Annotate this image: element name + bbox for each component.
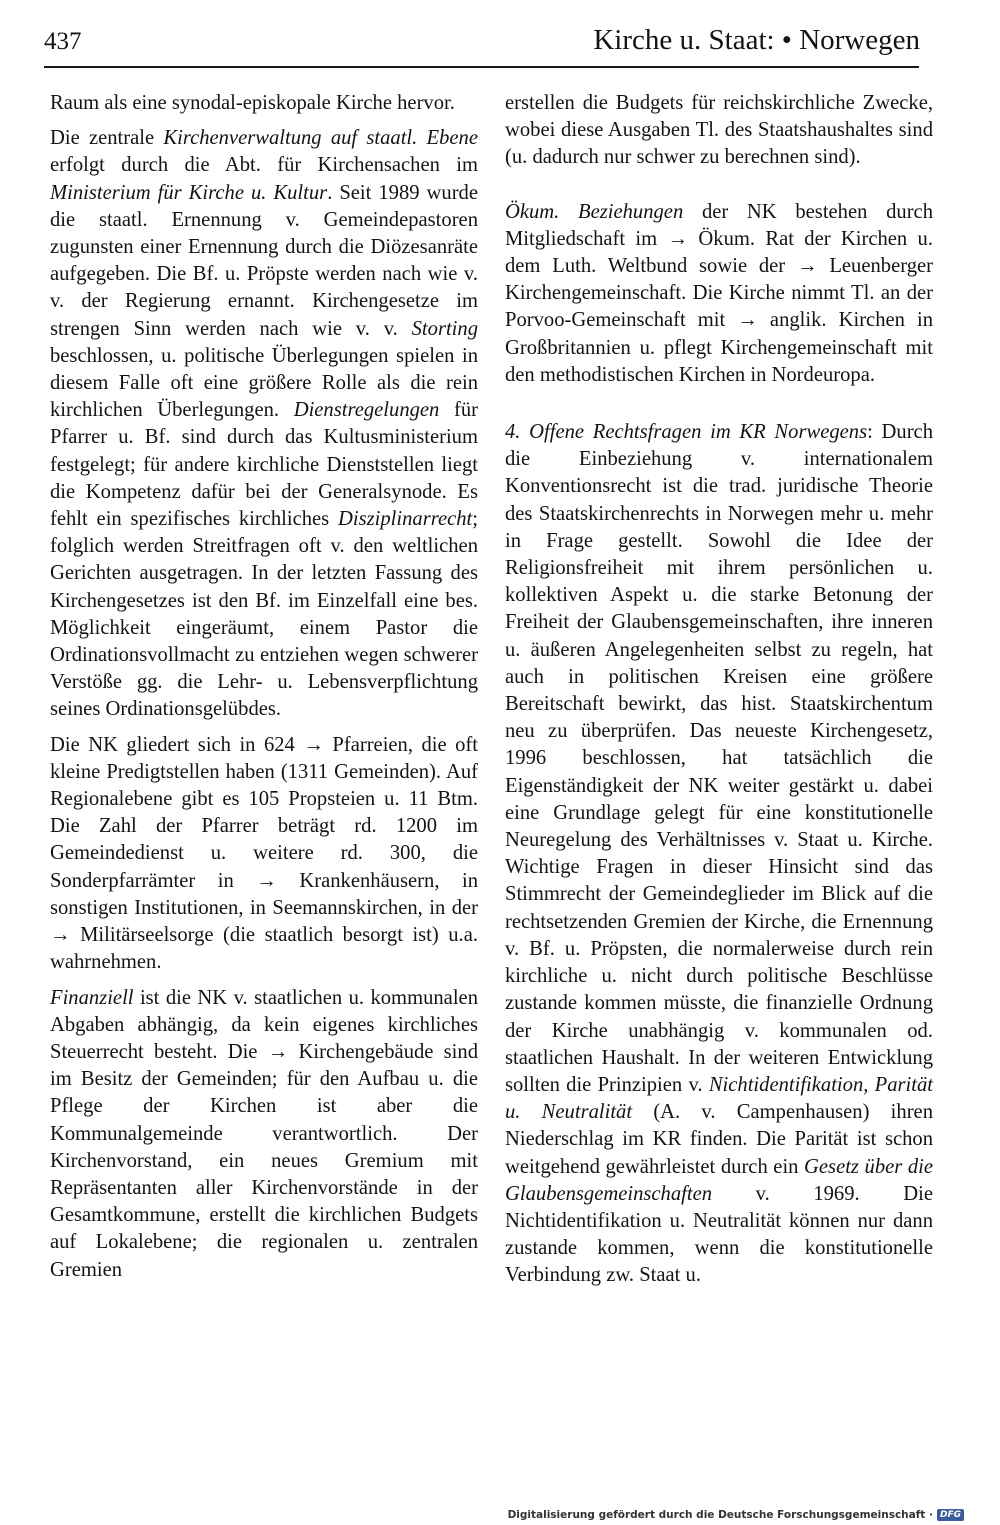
paragraph-right-2: Ökum. Beziehungen der NK bestehen durch Mitgliedschaft im → Ökum. Rat der Kirchen u. dem Luth. Weltbund sowie der → Leuenberger Kirchengemeinschaft. Die Kirche nimmt Tl. an der Porvoo-Gemeinschaft mit → anglik. Kirchen in Großbritannien u. pflegt Kirchengemeinschaft mit den methodistischen Kirchen in Nordeuropa. [505, 200, 933, 386]
header-rule [44, 66, 919, 68]
page-number: 437 [44, 28, 82, 55]
footer-text: Digitalisierung gefördert durch die Deutsche Forschungsgemeinschaft · [507, 1509, 933, 1521]
paragraph-left-1: Raum als eine synodal-episkopale Kirche hervor. [50, 92, 455, 114]
right-column [505, 90, 933, 1298]
dfg-logo-icon: DFG [937, 1509, 964, 1521]
paragraph-left-4: Finanziell ist die NK v. staatlichen u. kommunalen Abgaben abhängig, da kein eigenes kirchliches Steuerrecht besteht. Die → Kirchengebäude sind im Besitz der Gemeinden; für den Aufbau u. die Pflege der Kirchen ist aber die Kommunalgemeinde verantwortlich. Der Kirchenvorstand, ein neues Gremium mit Repräsentanten aller Kirchenvorstände in der Gesamtkommune, erstellt die kirchlichen Budgets auf Lokalebene; die regionalen u. zentralen Gremien [50, 986, 478, 1281]
paragraph-right-3: 4. Offene Rechtsfragen im KR Norwegens: Durch die Einbeziehung v. internationalem Konventionsrecht ist die trad. juridische Theorie des Staatskirchenrechts in Norwegen mehr u. mehr in Frage gestellt. Sowohl die Idee der Religionsfreiheit mit ihrem persönlichen u. kollektiven Aspekt u. die starke Betonung der Freiheit der Glaubensgemeinschaften, ihre inneren u. äußeren Angelegenheiten selbst zu regeln, hat auch in politischen Kreisen eine größere Bereitschaft bewirkt, das hist. Staatskirchentum neu zu überprüfen. Das neueste Kirchengesetz, 1996 beschlossen, hat tatsächlich die Eigenständigkeit der NK weiter gestärkt u. dabei eine Grundlage gelegt für eine konstitutionelle Neuregelung des Verhältnisses v. Staat u. Kirche. Wichtige Fragen in dieser Hinsicht sind das Stimmrecht der Gemeindeglieder im Blick auf die rechtsetzenden Gremien der Kirche, die Ernennung v. Bf. u. Pröpsten, die normalerweise durch rein kirchliche u. nicht durch politische Beschlüsse zustande kommen müsste, die finanzielle Ordnung der Kirche unabhängig v. kommunalen od. staatlichen Haushalt. In der weiteren Entwicklung sollten die Prinzipien v. Nichtidentifikation, Parität u. Neutralität (A. v. Campenhausen) ihren Niederschlag im KR finden. Die Parität ist schon weitgehend gewährleistet durch ein Gesetz über die Glaubensgemeinschaften v. 1969. Die Nichtidentifikation u. Neutralität können nur dann zustande kommen, wenn die konstitutionelle Verbindung zw. Staat u. [505, 421, 933, 1287]
running-head: Kirche u. Staat: • Norwegen [593, 24, 920, 56]
paragraph-right-1: erstellen die Budgets für reichskirchliche Zwecke, wobei diese Ausgaben Tl. des Staatshaushaltes sind (u. dadurch nur schwer zu berechnen sind). [505, 92, 933, 169]
paragraph-left-2: Die zentrale Kirchenverwaltung auf staatl. Ebene erfolgt durch die Abt. für Kirchensachen im Ministerium für Kirche u. Kultur. Seit 1989 wurde die staatl. Ernennung v. Gemeindepastoren zugunsten einer Ernennung durch die Diözesanräte aufgegeben. Die Bf. u. Pröpste werden nach wie v. v. der Regierung ernannt. Kirchengesetze im strengen Sinn werden nach wie v. v. Storting beschlossen, u. politische Überlegungen spielen in diesem Falle oft eine größere Rolle als die rein kirchlichen Überlegungen. Dienstregelungen für Pfarrer u. Bf. sind durch das Kultusministerium festgelegt; für andere kirchliche Dienststellen liegt die Kompetenz dafür bei der Generalsynode. Es fehlt ein spezifisches kirchliches Disziplinarrecht; folglich werden Streitfragen oft v. den weltlichen Gerichten ausgetragen. In der letzten Fassung des Kirchengesetzes ist den Bf. im Einzelfall eine bes. Möglichkeit eingeräumt, einem Pastor die Ordinationsvollmacht zu entziehen wegen schwerer Verstöße gg. die Lehr- u. Lebensverpflichtung seines Ordinationsgelübdes. [50, 127, 478, 721]
paragraph-left-3: Die NK gliedert sich in 624 → Pfarreien, die oft kleine Predigtstellen haben (1311 Gemeinden). Auf Regionalebene gibt es 105 Propsteien u. 11 Btm. Die Zahl der Pfarrer beträgt rd. 1200 im Gemeindedienst u. weitere rd. 300, die Sonderpfarrämter in → Krankenhäusern, in sonstigen Institutionen, in Seemannskirchen, in der → Militärseelsorge (die staatlich besorgt ist) u.a. wahrnehmen. [50, 733, 478, 974]
left-column [50, 90, 478, 1292]
footer-credit [508, 1509, 964, 1521]
